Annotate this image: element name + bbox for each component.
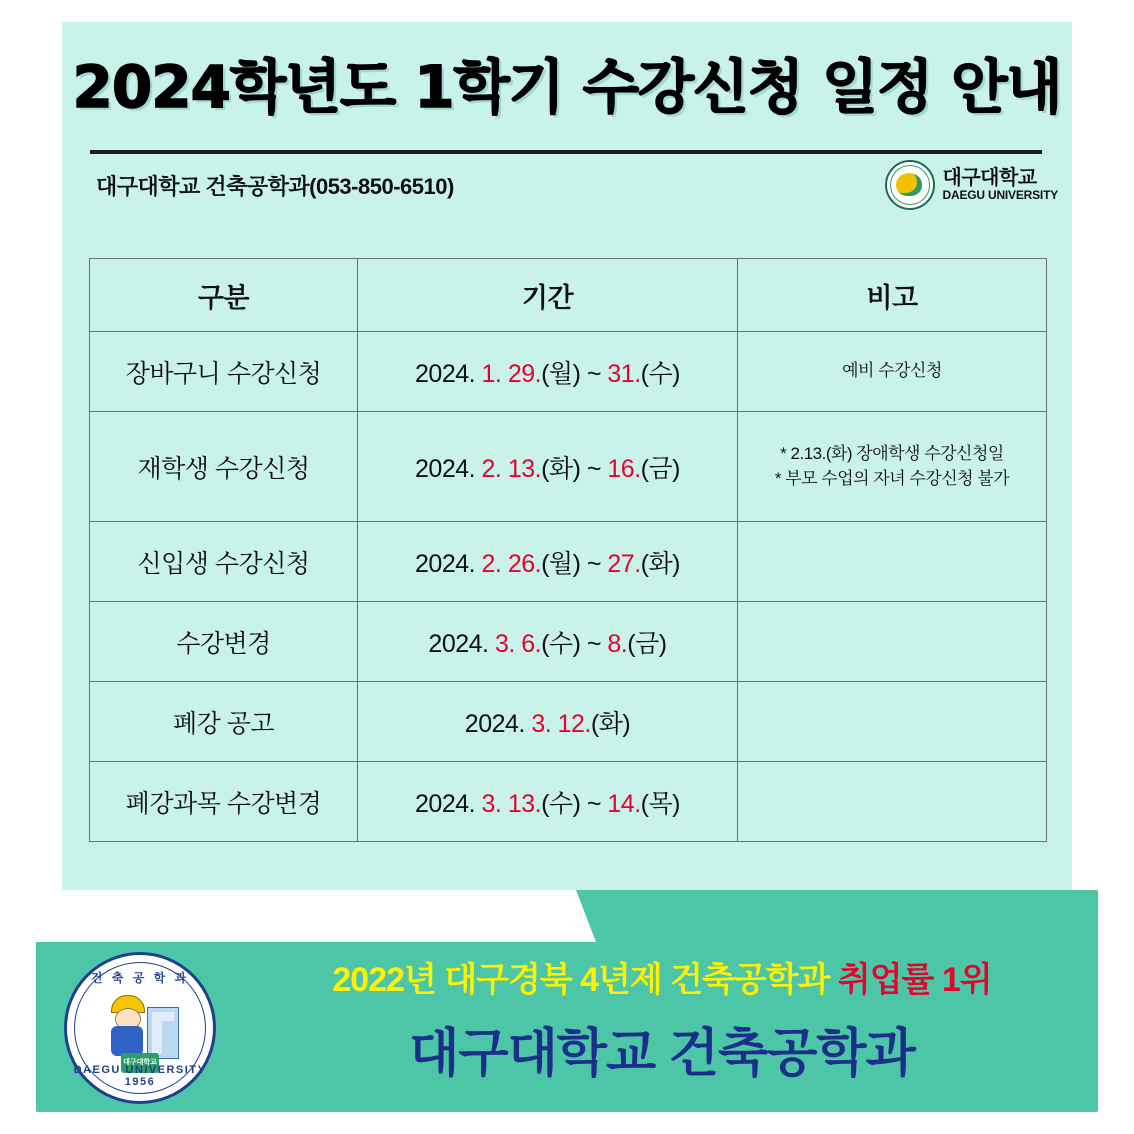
period-suffix: (금) bbox=[627, 629, 667, 658]
row-note bbox=[738, 682, 1047, 762]
row-category: 폐강과목 수강변경 bbox=[90, 762, 358, 842]
footer-notch-shape bbox=[36, 890, 596, 942]
body-icon bbox=[111, 1026, 143, 1056]
university-name-en: DAEGU UNIVERSITY bbox=[942, 188, 1058, 203]
period-prefix: 2024. bbox=[464, 709, 532, 738]
footer-text-block bbox=[242, 952, 1082, 1086]
column-header-note: 비고 bbox=[738, 259, 1047, 332]
period-mid: (월) ~ bbox=[541, 549, 608, 578]
period-prefix: 2024. bbox=[415, 789, 482, 818]
row-period bbox=[358, 682, 738, 762]
period-mid: (월) ~ bbox=[541, 359, 608, 388]
row-note bbox=[738, 762, 1047, 842]
column-header-period: 기간 bbox=[358, 259, 738, 332]
university-name-kr: 대구대학교 bbox=[942, 167, 1037, 190]
period-prefix: 2024. bbox=[415, 549, 482, 578]
row-period bbox=[358, 602, 738, 682]
period-date-start: 2. 26. bbox=[481, 549, 542, 578]
department-emblem-icon bbox=[64, 952, 216, 1104]
table-row bbox=[90, 522, 1047, 602]
period-date-end: 14. bbox=[607, 789, 641, 818]
building-icon bbox=[147, 1007, 179, 1059]
row-category: 폐강 공고 bbox=[90, 682, 358, 762]
title-block bbox=[62, 40, 1072, 124]
period-mid: (수) ~ bbox=[541, 789, 608, 818]
table-row bbox=[90, 332, 1047, 412]
period-date-start: 3. 13. bbox=[481, 789, 542, 818]
university-logo-text bbox=[943, 168, 1058, 202]
emblem-bottom-text: DAEGU UNIVERSITY 1956 bbox=[73, 1064, 207, 1088]
footer-banner bbox=[36, 890, 1098, 1112]
period-date-start: 3. 12. bbox=[531, 709, 591, 738]
emblem-badge: 대구대학교 bbox=[121, 1053, 159, 1073]
university-logo bbox=[885, 160, 1058, 210]
period-date-start: 3. 6. bbox=[494, 629, 542, 658]
emblem-top-text: 건 축 공 학 과 bbox=[90, 971, 190, 985]
footer-line-2: 대구대학교 건축공학과 bbox=[409, 1025, 915, 1083]
row-period bbox=[358, 762, 738, 842]
period-date-start: 2. 13. bbox=[481, 454, 542, 483]
row-category: 장바구니 수강신청 bbox=[90, 332, 358, 412]
university-emblem-icon bbox=[885, 160, 935, 210]
row-note bbox=[738, 602, 1047, 682]
period-suffix: (화) bbox=[640, 549, 680, 578]
row-note bbox=[738, 412, 1047, 522]
row-period bbox=[358, 522, 738, 602]
column-header-category: 구분 bbox=[90, 259, 358, 332]
schedule-table bbox=[89, 258, 1047, 842]
title-divider bbox=[90, 150, 1042, 154]
period-date-end: 16. bbox=[607, 454, 641, 483]
footer-line-1-highlight: 취업률 1위 bbox=[837, 961, 992, 999]
note-line-2: * 부모 수업의 자녀 수강신청 불가 bbox=[774, 468, 1010, 488]
period-mid: (화) bbox=[590, 709, 631, 738]
row-category: 재학생 수강신청 bbox=[90, 412, 358, 522]
period-prefix: 2024. bbox=[428, 629, 495, 658]
table-row bbox=[90, 602, 1047, 682]
table-row bbox=[90, 762, 1047, 842]
footer-line-1-main: 2022년 대구경북 4년제 건축공학과 bbox=[332, 961, 830, 999]
row-note bbox=[738, 522, 1047, 602]
period-prefix: 2024. bbox=[415, 359, 482, 388]
period-date-end: 8. bbox=[607, 629, 628, 658]
department-contact: 대구대학교 건축공학과(053-850-6510) bbox=[96, 174, 454, 199]
period-date-start: 1. 29. bbox=[481, 359, 542, 388]
page-title: 2024학년도 1학기 수강신청 일정 안내 bbox=[72, 53, 1062, 121]
period-mid: (화) ~ bbox=[541, 454, 608, 483]
row-category: 신입생 수강신청 bbox=[90, 522, 358, 602]
table-row bbox=[90, 682, 1047, 762]
row-note bbox=[738, 332, 1047, 412]
period-prefix: 2024. bbox=[415, 454, 482, 483]
footer-line-1 bbox=[242, 952, 1082, 1001]
row-period bbox=[358, 332, 738, 412]
table-header-row bbox=[90, 259, 1047, 332]
note-line-1: * 2.13.(화) 장애학생 수강신청일 bbox=[780, 443, 1004, 463]
emblem-ring bbox=[890, 165, 930, 205]
note-line-1: 예비 수강신청 bbox=[842, 361, 942, 381]
row-category: 수강변경 bbox=[90, 602, 358, 682]
period-suffix: (금) bbox=[640, 454, 680, 483]
row-period bbox=[358, 412, 738, 522]
period-date-end: 31. bbox=[607, 359, 641, 388]
period-suffix: (목) bbox=[640, 789, 680, 818]
period-date-end: 27. bbox=[607, 549, 641, 578]
period-suffix: (수) bbox=[640, 359, 680, 388]
table-row bbox=[90, 412, 1047, 522]
period-mid: (수) ~ bbox=[541, 629, 608, 658]
